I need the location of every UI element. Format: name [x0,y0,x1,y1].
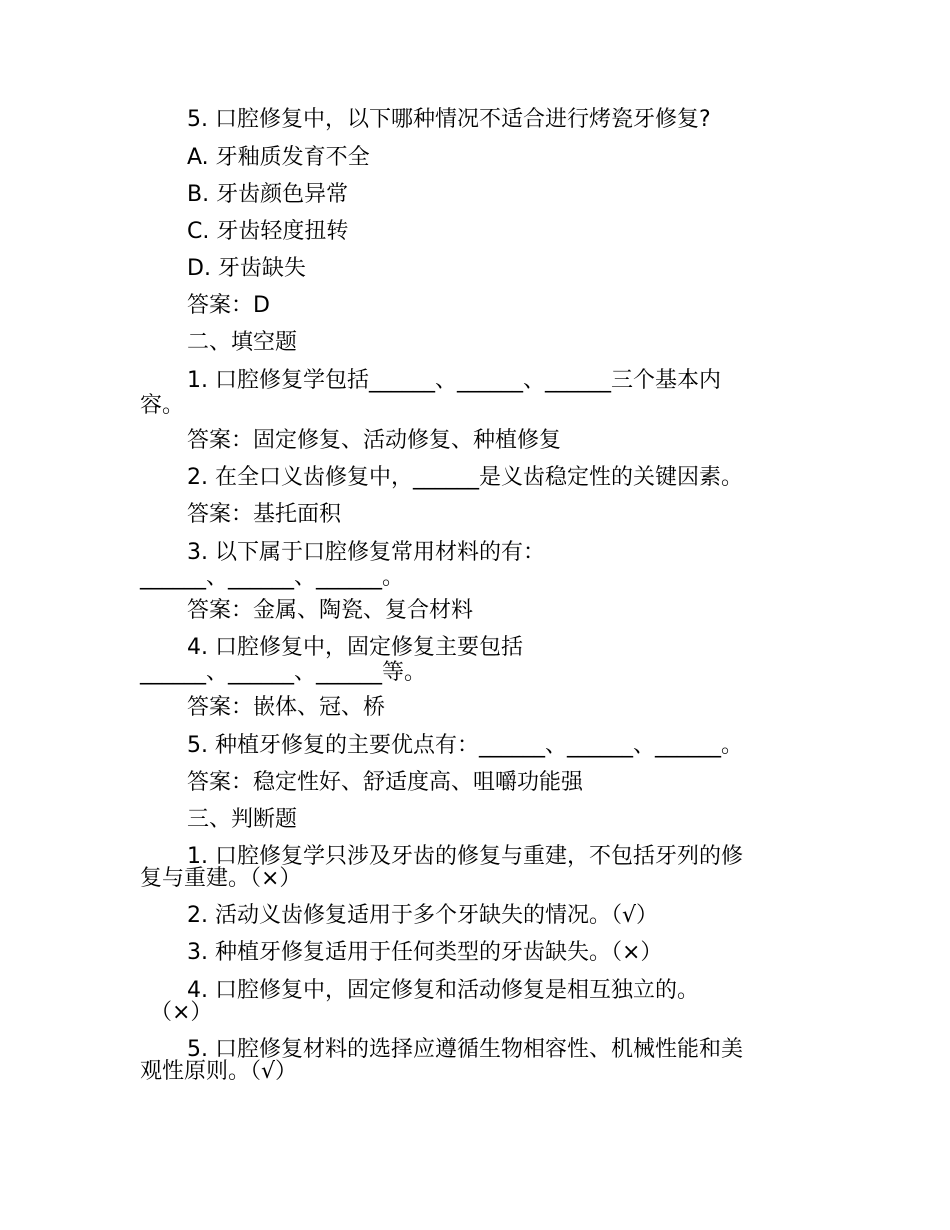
option-a: A. 牙釉质发育不全 [187,145,370,170]
statement-text: 3. 种植牙修复适用于任何类型的牙齿缺失。（×） [187,940,663,965]
option-d: D. 牙齿缺失 [187,256,306,281]
section-heading: 二、填空题 [187,330,298,355]
statement-text: 5. 口腔修复材料的选择应遵循生物相容性、机械性能和美 [187,1037,743,1062]
answer-text: 答案：嵌体、冠、桥 [187,695,386,720]
question-text: 5. 口腔修复中，以下哪种情况不适合进行烤瓷牙修复? [187,107,711,132]
question-text: 1. 口腔修复学包括______、______、______三个基本内 [187,368,721,393]
section-heading: 三、判断题 [187,807,298,832]
question-text: 2. 在全口义齿修复中，______是义齿稳定性的关键因素。 [187,465,743,490]
statement-text: 2. 活动义齿修复适用于多个牙缺失的情况。（√） [187,903,659,928]
statement-text: 1. 口腔修复学只涉及牙齿的修复与重建，不包括牙列的修 [187,844,743,869]
answer-text: 答案：稳定性好、舒适度高、咀嚼功能强 [187,770,584,795]
statement-text-continued: 复与重建。（×） [140,866,302,891]
question-text-continued: ______、______、______等。 [140,660,427,685]
option-b: B. 牙齿颜色异常 [187,182,349,207]
question-text-continued: 容。 [140,393,185,418]
answer-text: 答案：金属、陶瓷、复合材料 [187,598,474,623]
statement-text: 4. 口腔修复中，固定修复和活动修复是相互独立的。 [187,978,699,1003]
question-text-continued: ______、______、______。 [140,565,405,590]
statement-text-continued: 观性原则。（√） [140,1059,298,1084]
answer-text: 答案：基托面积 [187,502,342,527]
question-text: 4. 口腔修复中，固定修复主要包括 [187,635,523,660]
answer-text: 答案：D [187,293,270,318]
question-text: 5. 种植牙修复的主要优点有：______、______、______。 [187,733,743,758]
statement-verdict: （×） [150,1000,213,1025]
question-text: 3. 以下属于口腔修复常用材料的有： [187,540,545,565]
option-c: C. 牙齿轻度扭转 [187,219,349,244]
answer-text: 答案：固定修复、活动修复、种植修复 [187,428,562,453]
